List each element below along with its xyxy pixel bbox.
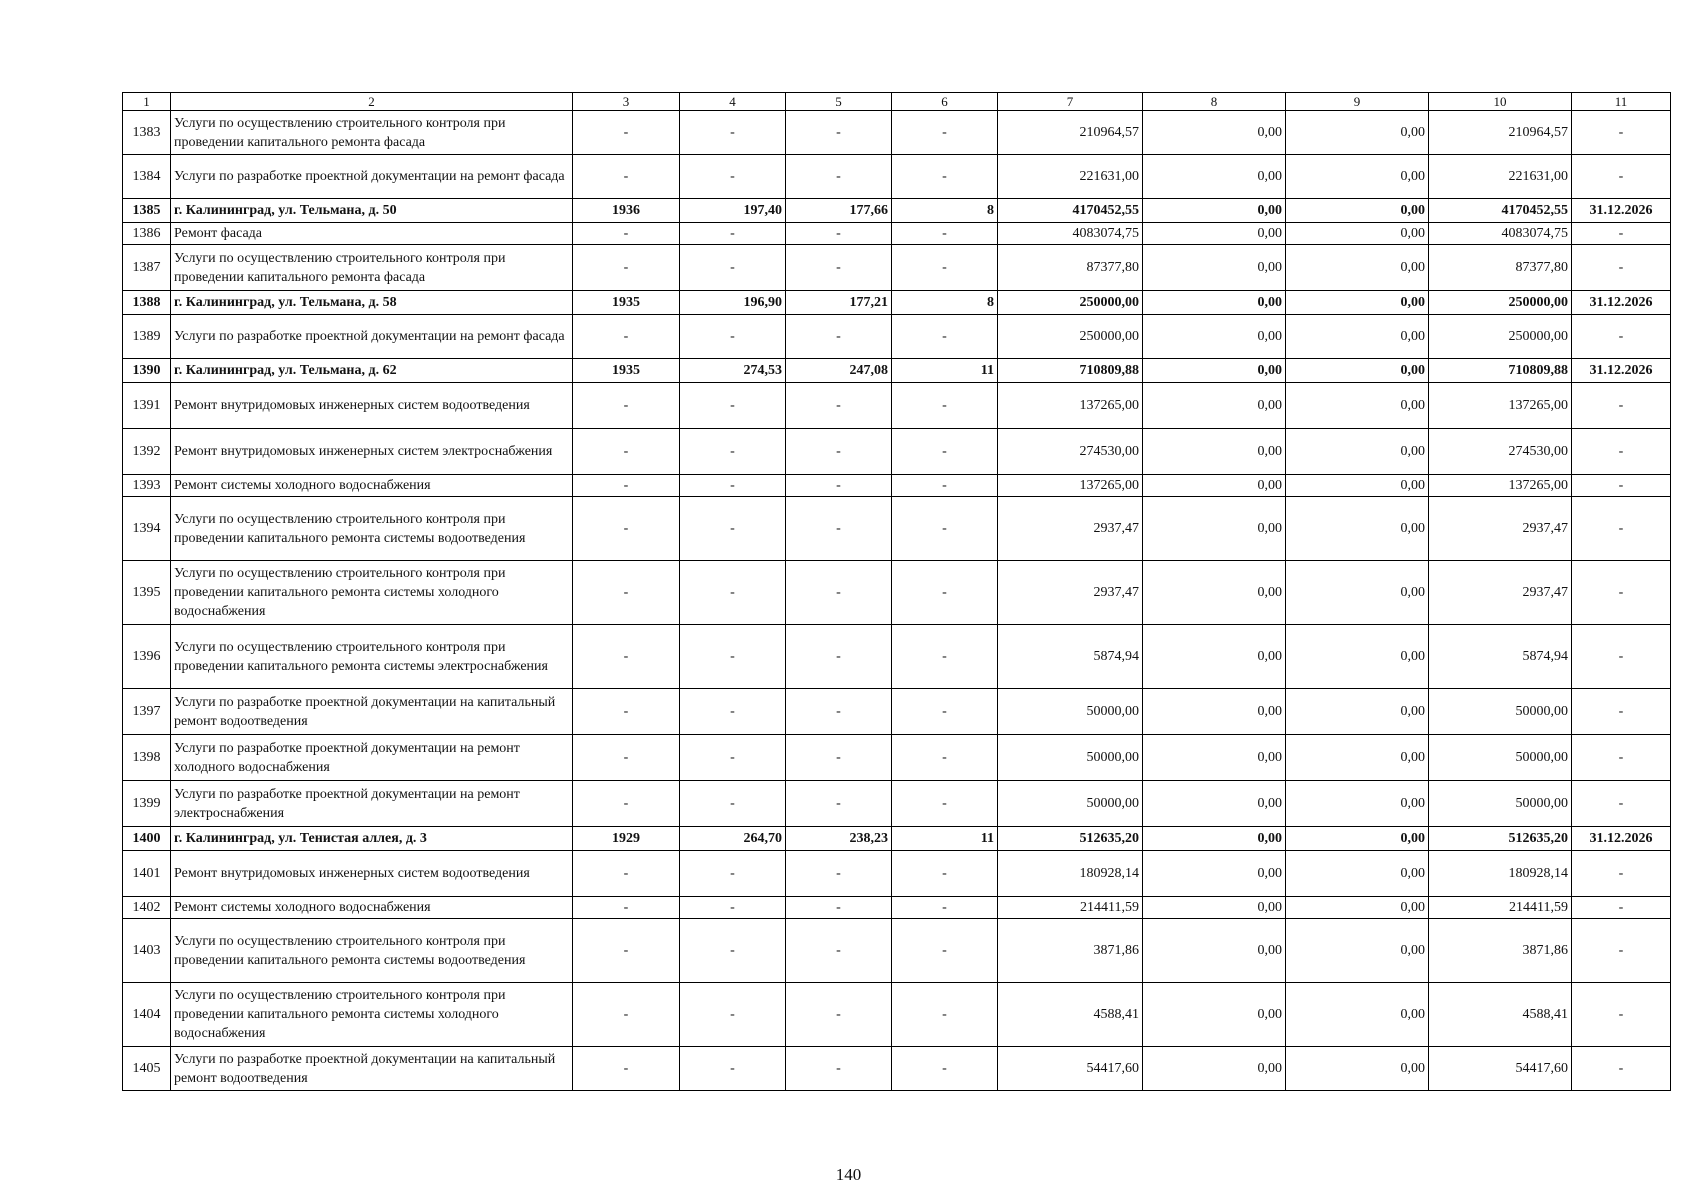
fund-cell: 0,00 (1143, 851, 1286, 897)
living-area-cell: - (786, 851, 892, 897)
deadline-cell: - (1572, 155, 1671, 199)
work-item-row (123, 245, 1671, 291)
count-cell: - (892, 315, 998, 359)
owners-funds-cell: 250000,00 (1429, 291, 1572, 315)
owners-funds-cell: 87377,80 (1429, 245, 1572, 291)
row-number-cell: 1395 (123, 561, 171, 625)
row-number-cell: 1385 (123, 199, 171, 223)
budget-cell: 0,00 (1286, 383, 1429, 429)
owners-funds-cell: 3871,86 (1429, 919, 1572, 983)
description-cell: Ремонт внутридомовых инженерных систем водоотведения (171, 383, 573, 429)
total-cost-cell: 250000,00 (998, 291, 1143, 315)
row-number-cell: 1388 (123, 291, 171, 315)
total-cost-cell: 4588,41 (998, 983, 1143, 1047)
total-area-cell: - (680, 429, 786, 475)
total-area-cell: - (680, 475, 786, 497)
fund-cell: 0,00 (1143, 625, 1286, 689)
total-cost-cell: 2937,47 (998, 497, 1143, 561)
total-area-cell: - (680, 111, 786, 155)
fund-cell: 0,00 (1143, 475, 1286, 497)
count-cell: - (892, 735, 998, 781)
owners-funds-cell: 137265,00 (1429, 475, 1572, 497)
description-cell: Услуги по разработке проектной документации на капитальный ремонт водоотведения (171, 689, 573, 735)
living-area-cell: - (786, 735, 892, 781)
deadline-cell: - (1572, 383, 1671, 429)
description-cell: Услуги по разработке проектной документации на капитальный ремонт водоотведения (171, 1047, 573, 1091)
budget-cell: 0,00 (1286, 561, 1429, 625)
budget-cell: 0,00 (1286, 245, 1429, 291)
budget-cell: 0,00 (1286, 1047, 1429, 1091)
year-cell: - (573, 475, 680, 497)
owners-funds-cell: 512635,20 (1429, 827, 1572, 851)
owners-funds-cell: 210964,57 (1429, 111, 1572, 155)
description-cell: Ремонт системы холодного водоснабжения (171, 475, 573, 497)
work-item-row (123, 561, 1671, 625)
work-item-row (123, 781, 1671, 827)
living-area-cell: - (786, 919, 892, 983)
count-cell: - (892, 625, 998, 689)
fund-cell: 0,00 (1143, 897, 1286, 919)
owners-funds-cell: 54417,60 (1429, 1047, 1572, 1091)
deadline-cell: - (1572, 897, 1671, 919)
living-area-cell: - (786, 897, 892, 919)
row-number-cell: 1389 (123, 315, 171, 359)
fund-cell: 0,00 (1143, 359, 1286, 383)
deadline-cell: - (1572, 689, 1671, 735)
row-number-cell: 1383 (123, 111, 171, 155)
description-cell: Услуги по разработке проектной документации на ремонт электроснабжения (171, 781, 573, 827)
fund-cell: 0,00 (1143, 111, 1286, 155)
total-cost-cell: 274530,00 (998, 429, 1143, 475)
description-cell: г. Калининград, ул. Тельмана, д. 58 (171, 291, 573, 315)
fund-cell: 0,00 (1143, 291, 1286, 315)
column-number-row (123, 93, 1671, 111)
year-cell: - (573, 315, 680, 359)
column-number-cell: 1 (123, 93, 171, 111)
total-area-cell: - (680, 983, 786, 1047)
description-cell: Услуги по осуществлению строительного контроля при проведении капитального ремонта системы холодного водоснабжения (171, 561, 573, 625)
total-cost-cell: 512635,20 (998, 827, 1143, 851)
living-area-cell: - (786, 781, 892, 827)
work-item-row (123, 897, 1671, 919)
column-number-cell: 3 (573, 93, 680, 111)
total-cost-cell: 87377,80 (998, 245, 1143, 291)
fund-cell: 0,00 (1143, 735, 1286, 781)
fund-cell: 0,00 (1143, 223, 1286, 245)
row-number-cell: 1396 (123, 625, 171, 689)
count-cell: - (892, 155, 998, 199)
year-cell: - (573, 1047, 680, 1091)
address-row (123, 199, 1671, 223)
year-cell: - (573, 919, 680, 983)
year-cell: 1929 (573, 827, 680, 851)
row-number-cell: 1390 (123, 359, 171, 383)
total-cost-cell: 214411,59 (998, 897, 1143, 919)
column-number-cell: 2 (171, 93, 573, 111)
work-item-row (123, 475, 1671, 497)
fund-cell: 0,00 (1143, 827, 1286, 851)
work-item-row (123, 689, 1671, 735)
description-cell: Ремонт фасада (171, 223, 573, 245)
description-cell: Услуги по разработке проектной документации на ремонт холодного водоснабжения (171, 735, 573, 781)
row-number-cell: 1393 (123, 475, 171, 497)
total-cost-cell: 210964,57 (998, 111, 1143, 155)
year-cell: - (573, 111, 680, 155)
deadline-cell: - (1572, 223, 1671, 245)
budget-cell: 0,00 (1286, 919, 1429, 983)
total-cost-cell: 50000,00 (998, 735, 1143, 781)
count-cell: - (892, 851, 998, 897)
deadline-cell: - (1572, 111, 1671, 155)
fund-cell: 0,00 (1143, 383, 1286, 429)
fund-cell: 0,00 (1143, 983, 1286, 1047)
description-cell: г. Калининград, ул. Тельмана, д. 62 (171, 359, 573, 383)
living-area-cell: - (786, 497, 892, 561)
description-cell: Услуги по осуществлению строительного контроля при проведении капитального ремонта фасада (171, 111, 573, 155)
description-cell: Услуги по разработке проектной документации на ремонт фасада (171, 155, 573, 199)
count-cell: - (892, 689, 998, 735)
living-area-cell: - (786, 625, 892, 689)
work-item-row (123, 429, 1671, 475)
total-area-cell: - (680, 735, 786, 781)
budget-cell: 0,00 (1286, 781, 1429, 827)
address-row (123, 291, 1671, 315)
year-cell: - (573, 625, 680, 689)
fund-cell: 0,00 (1143, 689, 1286, 735)
fund-cell: 0,00 (1143, 245, 1286, 291)
address-row (123, 359, 1671, 383)
description-cell: Ремонт системы холодного водоснабжения (171, 897, 573, 919)
total-cost-cell: 54417,60 (998, 1047, 1143, 1091)
budget-cell: 0,00 (1286, 199, 1429, 223)
budget-cell: 0,00 (1286, 827, 1429, 851)
column-number-cell: 7 (998, 93, 1143, 111)
budget-cell: 0,00 (1286, 689, 1429, 735)
living-area-cell: - (786, 111, 892, 155)
total-area-cell: - (680, 919, 786, 983)
year-cell: - (573, 497, 680, 561)
owners-funds-cell: 4588,41 (1429, 983, 1572, 1047)
column-number-cell: 10 (1429, 93, 1572, 111)
budget-cell: 0,00 (1286, 735, 1429, 781)
count-cell: - (892, 429, 998, 475)
description-cell: Услуги по осуществлению строительного контроля при проведении капитального ремонта системы холодного водоснабжения (171, 983, 573, 1047)
row-number-cell: 1405 (123, 1047, 171, 1091)
fund-cell: 0,00 (1143, 155, 1286, 199)
count-cell: - (892, 475, 998, 497)
total-cost-cell: 4083074,75 (998, 223, 1143, 245)
count-cell: - (892, 1047, 998, 1091)
work-item-row (123, 1047, 1671, 1091)
living-area-cell: 177,21 (786, 291, 892, 315)
deadline-cell: - (1572, 245, 1671, 291)
description-cell: Ремонт внутридомовых инженерных систем электроснабжения (171, 429, 573, 475)
total-area-cell: 264,70 (680, 827, 786, 851)
total-area-cell: - (680, 689, 786, 735)
deadline-cell: - (1572, 497, 1671, 561)
living-area-cell: - (786, 155, 892, 199)
total-cost-cell: 137265,00 (998, 383, 1143, 429)
count-cell: 8 (892, 199, 998, 223)
deadline-cell: - (1572, 561, 1671, 625)
owners-funds-cell: 50000,00 (1429, 781, 1572, 827)
total-cost-cell: 137265,00 (998, 475, 1143, 497)
column-number-cell: 11 (1572, 93, 1671, 111)
living-area-cell: - (786, 689, 892, 735)
column-number-cell: 6 (892, 93, 998, 111)
owners-funds-cell: 250000,00 (1429, 315, 1572, 359)
living-area-cell: 177,66 (786, 199, 892, 223)
owners-funds-cell: 214411,59 (1429, 897, 1572, 919)
count-cell: - (892, 383, 998, 429)
total-area-cell: - (680, 851, 786, 897)
column-number-cell: 8 (1143, 93, 1286, 111)
deadline-cell: - (1572, 781, 1671, 827)
fund-cell: 0,00 (1143, 199, 1286, 223)
total-area-cell: - (680, 245, 786, 291)
total-cost-cell: 221631,00 (998, 155, 1143, 199)
budget-cell: 0,00 (1286, 983, 1429, 1047)
living-area-cell: - (786, 429, 892, 475)
count-cell: - (892, 223, 998, 245)
owners-funds-cell: 50000,00 (1429, 735, 1572, 781)
work-item-row (123, 315, 1671, 359)
deadline-cell: 31.12.2026 (1572, 199, 1671, 223)
work-item-row (123, 919, 1671, 983)
total-cost-cell: 50000,00 (998, 781, 1143, 827)
row-number-cell: 1397 (123, 689, 171, 735)
work-item-row (123, 851, 1671, 897)
budget-cell: 0,00 (1286, 359, 1429, 383)
count-cell: 11 (892, 827, 998, 851)
total-cost-cell: 2937,47 (998, 561, 1143, 625)
fund-cell: 0,00 (1143, 1047, 1286, 1091)
column-number-cell: 5 (786, 93, 892, 111)
column-number-cell: 9 (1286, 93, 1429, 111)
living-area-cell: - (786, 383, 892, 429)
count-cell: - (892, 111, 998, 155)
row-number-cell: 1402 (123, 897, 171, 919)
deadline-cell: - (1572, 735, 1671, 781)
year-cell: - (573, 897, 680, 919)
row-number-cell: 1400 (123, 827, 171, 851)
total-cost-cell: 180928,14 (998, 851, 1143, 897)
total-cost-cell: 4170452,55 (998, 199, 1143, 223)
budget-cell: 0,00 (1286, 897, 1429, 919)
total-area-cell: - (680, 155, 786, 199)
fund-cell: 0,00 (1143, 497, 1286, 561)
row-number-cell: 1386 (123, 223, 171, 245)
budget-cell: 0,00 (1286, 223, 1429, 245)
living-area-cell: 238,23 (786, 827, 892, 851)
year-cell: - (573, 983, 680, 1047)
year-cell: - (573, 561, 680, 625)
row-number-cell: 1401 (123, 851, 171, 897)
row-number-cell: 1391 (123, 383, 171, 429)
count-cell: - (892, 919, 998, 983)
year-cell: - (573, 383, 680, 429)
total-cost-cell: 3871,86 (998, 919, 1143, 983)
total-area-cell: 274,53 (680, 359, 786, 383)
row-number-cell: 1387 (123, 245, 171, 291)
living-area-cell: - (786, 223, 892, 245)
total-cost-cell: 710809,88 (998, 359, 1143, 383)
work-item-row (123, 983, 1671, 1047)
budget-cell: 0,00 (1286, 429, 1429, 475)
count-cell: - (892, 561, 998, 625)
count-cell: 11 (892, 359, 998, 383)
year-cell: - (573, 735, 680, 781)
owners-funds-cell: 137265,00 (1429, 383, 1572, 429)
budget-cell: 0,00 (1286, 111, 1429, 155)
living-area-cell: - (786, 315, 892, 359)
year-cell: - (573, 155, 680, 199)
address-row (123, 827, 1671, 851)
year-cell: - (573, 223, 680, 245)
work-item-row (123, 383, 1671, 429)
total-area-cell: - (680, 897, 786, 919)
description-cell: Услуги по осуществлению строительного контроля при проведении капитального ремонта системы водоотведения (171, 497, 573, 561)
description-cell: Услуги по осуществлению строительного контроля при проведении капитального ремонта системы электроснабжения (171, 625, 573, 689)
deadline-cell: 31.12.2026 (1572, 359, 1671, 383)
budget-cell: 0,00 (1286, 155, 1429, 199)
row-number-cell: 1394 (123, 497, 171, 561)
work-item-row (123, 735, 1671, 781)
living-area-cell: - (786, 475, 892, 497)
owners-funds-cell: 4083074,75 (1429, 223, 1572, 245)
living-area-cell: 247,08 (786, 359, 892, 383)
budget-cell: 0,00 (1286, 475, 1429, 497)
description-cell: г. Калининград, ул. Тельмана, д. 50 (171, 199, 573, 223)
count-cell: - (892, 897, 998, 919)
column-number-cell: 4 (680, 93, 786, 111)
work-item-row (123, 625, 1671, 689)
row-number-cell: 1398 (123, 735, 171, 781)
row-number-cell: 1384 (123, 155, 171, 199)
year-cell: 1935 (573, 291, 680, 315)
total-area-cell: 197,40 (680, 199, 786, 223)
living-area-cell: - (786, 561, 892, 625)
total-cost-cell: 50000,00 (998, 689, 1143, 735)
description-cell: Услуги по осуществлению строительного контроля при проведении капитального ремонта фасада (171, 245, 573, 291)
owners-funds-cell: 221631,00 (1429, 155, 1572, 199)
year-cell: - (573, 689, 680, 735)
deadline-cell: - (1572, 1047, 1671, 1091)
schedule-table (122, 92, 1671, 1091)
row-number-cell: 1403 (123, 919, 171, 983)
row-number-cell: 1399 (123, 781, 171, 827)
deadline-cell: - (1572, 919, 1671, 983)
year-cell: - (573, 245, 680, 291)
year-cell: 1936 (573, 199, 680, 223)
count-cell: - (892, 983, 998, 1047)
total-area-cell: - (680, 781, 786, 827)
description-cell: г. Калининград, ул. Тенистая аллея, д. 3 (171, 827, 573, 851)
owners-funds-cell: 4170452,55 (1429, 199, 1572, 223)
fund-cell: 0,00 (1143, 429, 1286, 475)
description-cell: Ремонт внутридомовых инженерных систем водоотведения (171, 851, 573, 897)
living-area-cell: - (786, 245, 892, 291)
deadline-cell: - (1572, 625, 1671, 689)
work-item-row (123, 497, 1671, 561)
owners-funds-cell: 710809,88 (1429, 359, 1572, 383)
budget-cell: 0,00 (1286, 625, 1429, 689)
deadline-cell: - (1572, 475, 1671, 497)
year-cell: 1935 (573, 359, 680, 383)
total-area-cell: - (680, 383, 786, 429)
deadline-cell: 31.12.2026 (1572, 291, 1671, 315)
year-cell: - (573, 429, 680, 475)
budget-cell: 0,00 (1286, 315, 1429, 359)
count-cell: - (892, 245, 998, 291)
total-area-cell: - (680, 561, 786, 625)
deadline-cell: - (1572, 851, 1671, 897)
total-area-cell: - (680, 497, 786, 561)
living-area-cell: - (786, 1047, 892, 1091)
deadline-cell: - (1572, 983, 1671, 1047)
count-cell: - (892, 781, 998, 827)
total-cost-cell: 250000,00 (998, 315, 1143, 359)
row-number-cell: 1404 (123, 983, 171, 1047)
description-cell: Услуги по разработке проектной документации на ремонт фасада (171, 315, 573, 359)
page-number: 140 (835, 1165, 862, 1184)
work-item-row (123, 111, 1671, 155)
budget-cell: 0,00 (1286, 291, 1429, 315)
total-area-cell: - (680, 1047, 786, 1091)
owners-funds-cell: 180928,14 (1429, 851, 1572, 897)
living-area-cell: - (786, 983, 892, 1047)
fund-cell: 0,00 (1143, 781, 1286, 827)
owners-funds-cell: 5874,94 (1429, 625, 1572, 689)
description-cell: Услуги по осуществлению строительного контроля при проведении капитального ремонта системы водоотведения (171, 919, 573, 983)
total-area-cell: 196,90 (680, 291, 786, 315)
fund-cell: 0,00 (1143, 315, 1286, 359)
work-item-row (123, 155, 1671, 199)
deadline-cell: - (1572, 429, 1671, 475)
total-area-cell: - (680, 223, 786, 245)
year-cell: - (573, 851, 680, 897)
year-cell: - (573, 781, 680, 827)
deadline-cell: - (1572, 315, 1671, 359)
work-item-row (123, 223, 1671, 245)
owners-funds-cell: 2937,47 (1429, 497, 1572, 561)
budget-cell: 0,00 (1286, 851, 1429, 897)
count-cell: 8 (892, 291, 998, 315)
deadline-cell: 31.12.2026 (1572, 827, 1671, 851)
count-cell: - (892, 497, 998, 561)
total-cost-cell: 5874,94 (998, 625, 1143, 689)
total-area-cell: - (680, 315, 786, 359)
fund-cell: 0,00 (1143, 919, 1286, 983)
owners-funds-cell: 50000,00 (1429, 689, 1572, 735)
fund-cell: 0,00 (1143, 561, 1286, 625)
owners-funds-cell: 2937,47 (1429, 561, 1572, 625)
owners-funds-cell: 274530,00 (1429, 429, 1572, 475)
budget-cell: 0,00 (1286, 497, 1429, 561)
row-number-cell: 1392 (123, 429, 171, 475)
total-area-cell: - (680, 625, 786, 689)
